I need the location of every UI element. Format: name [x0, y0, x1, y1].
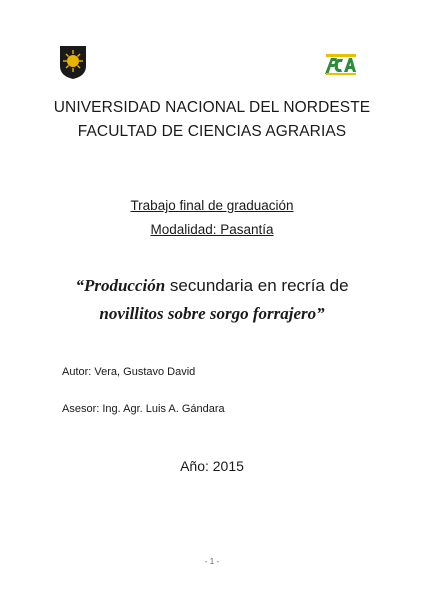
work-type: Trabajo final de graduación — [130, 198, 294, 213]
title-emphasis: “Producción — [75, 276, 166, 295]
title-text: secundaria en recría de — [165, 276, 349, 295]
advisor-line: Asesor: Ing. Agr. Luis A. Gándara — [62, 403, 225, 415]
work-modality: Modalidad: Pasantía — [150, 222, 274, 237]
author-line: Autor: Vera, Gustavo David — [62, 366, 196, 378]
institution-header — [0, 96, 424, 144]
work-info — [0, 194, 424, 242]
thesis-title — [0, 272, 424, 328]
fca-logo-icon — [322, 52, 360, 76]
year-line: Año: 2015 — [180, 458, 244, 474]
page-number: - 1 - — [204, 557, 220, 566]
title-line-1 — [0, 272, 424, 300]
unne-seal-icon — [58, 44, 88, 80]
university-name: UNIVERSIDAD NACIONAL DEL NORDESTE — [53, 99, 371, 116]
faculty-name: FACULTAD DE CIENCIAS AGRARIAS — [77, 123, 347, 140]
title-line-2: novillitos sobre sorgo forrajero” — [99, 304, 325, 323]
